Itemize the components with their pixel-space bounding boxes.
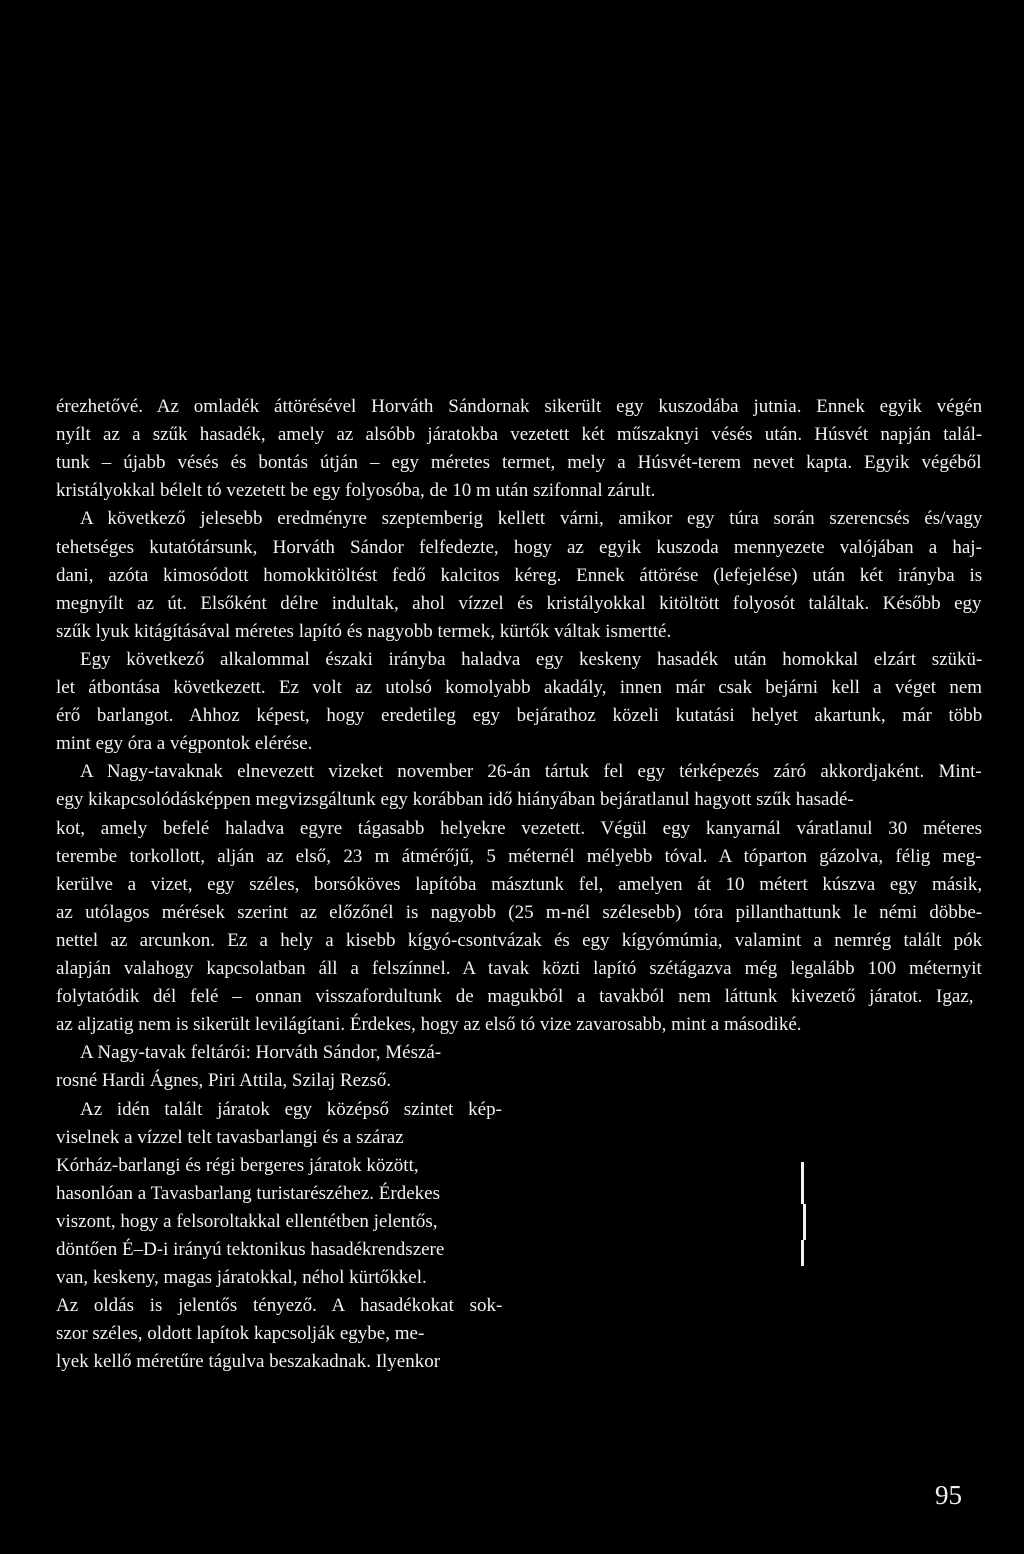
text-line: nyílt az a szűk hasadék, amely az alsóbb járatokba vezetett két műszaknyi vésés után. Húsvét napján talál- [56,424,983,445]
text-line: tunk – újabb vésés és bontás útján – egy méretes termet, mely a Húsvét-terem nevet kapta. Egyik végéből [56,452,982,473]
text-line: Kórház-barlangi és régi bergeres járatok között, [56,1155,419,1176]
text-line: az aljzatig nem is sikerült levilágítani. Érdekes, hogy az első tó vize zavarosabb, mint a másodiké. [56,1014,802,1035]
text-line: mint egy óra a végpontok elérése. [56,733,313,754]
text-line: terembe torkollott, alján az első, 23 m átmérőjű, 5 méternél mélyebb tóval. A tóparton gázolva, félig meg- [56,846,982,867]
page-number: 95 [935,1480,962,1510]
text-line: A Nagy-tavaknak elnevezett vizeket november 26-án tártuk fel egy térképezés záró akkordjaként. Mint- [80,761,982,782]
text-line: viselnek a vízzel telt tavasbarlangi és a száraz [56,1127,404,1148]
text-line: kerülve a vizet, egy széles, borsóköves lapítóba másztunk fel, amelyen át 10 métert kúszva egy másik, [56,874,983,895]
text-line: érő barlangot. Ahhoz képest, hogy eredetileg egy bejárathoz közeli kutatási helyet akartunk, már több [56,705,983,726]
text-line: rosné Hardi Ágnes, Piri Attila, Szilaj Rezső. [56,1070,392,1091]
text-line: viszont, hogy a felsoroltakkal ellentétben jelentős, [56,1211,438,1232]
text-line: kot, amely befelé haladva egyre tágasabb helyekre vezetett. Végül egy kanyarnál váratlanul 30 méteres [56,818,983,839]
text-line: nettel az arcunkon. Ez a hely a kisebb kígyó-csontvázak és egy kígyómúmia, valamint a nemrég talált pók [56,930,983,951]
text-line: szűk lyuk kitágításával méretes lapító és nagyobb termek, kürtők váltak ismertté. [56,621,672,642]
text-line: szor széles, oldott lapítok kapcsolják egybe, me- [56,1323,425,1344]
text-line: A Nagy-tavak feltárói: Horváth Sándor, Mészá- [80,1042,442,1063]
text-line: Az idén talált járatok egy középső szintet kép- [80,1099,502,1120]
text-line: érezhetővé. Az omladék áttörésével Horváth Sándornak sikerült egy kuszodába jutnia. Ennek egyik végén [56,396,983,417]
text-line: az utólagos mérések szerint az előzőnél is nagyobb (25 m-nél szélesebb) tóra pillanthattunk le némi döbbe- [56,902,983,923]
text-line: egy kikapcsolódásképpen megvizsgáltunk egy korábban idő hiányában bejáratlanul hagyott szűk hasadé- [56,789,854,810]
text-line: kristályokkal bélelt tó vezetett be egy folyosóba, de 10 m után szifonnal zárult. [56,480,656,501]
text-line: Az oldás is jelentős tényező. A hasadékokat sok- [56,1295,503,1316]
text-line: A következő jelesebb eredményre szeptemberig kellett várni, amikor egy túra során szerencsés és/vagy [80,508,983,529]
text-line: megnyílt az út. Elsőként délre indultak, ahol vízzel és kristályokkal kitöltött folyosót találtak. Később egy [56,593,982,614]
text-line: hasonlóan a Tavasbarlang turistarészéhez. Érdekes [56,1183,440,1204]
margin-marks [795,1160,819,1270]
text-line: tehetséges kutatótársunk, Horváth Sándor felfedezte, hogy az egyik kuszoda mennyezete valójában a haj- [56,537,982,558]
text-line: lyek kellő méretűre tágulva beszakadnak. Ilyenkor [56,1351,441,1372]
text-line: let átbontása következett. Ez volt az utolsó komolyabb akadály, innen már csak bejárni kell a véget nem [56,677,983,698]
text-line: dani, azóta kimosódott homokkitöltést fedő kalcitos kéreg. Ennek áttörése (lefejelése) után két irányba is [56,565,983,586]
text-line: folytatódik dél felé – onnan visszafordultunk de magukból a tavakból nem láttunk kivezető járatot. Igaz, [56,986,974,1007]
text-line: alapján valahogy kapcsolatban áll a felszínnel. A tavak közti lapító szétágazva még legalább 100 méternyit [56,958,982,979]
text-line: döntően É–D-i irányú tektonikus hasadékrendszere [56,1239,445,1260]
text-line: Egy következő alkalommal északi irányba haladva egy keskeny hasadék után homokkal elzárt szükü- [80,649,983,670]
text-line: van, keskeny, magas járatokkal, néhol kürtőkkel. [56,1267,427,1288]
